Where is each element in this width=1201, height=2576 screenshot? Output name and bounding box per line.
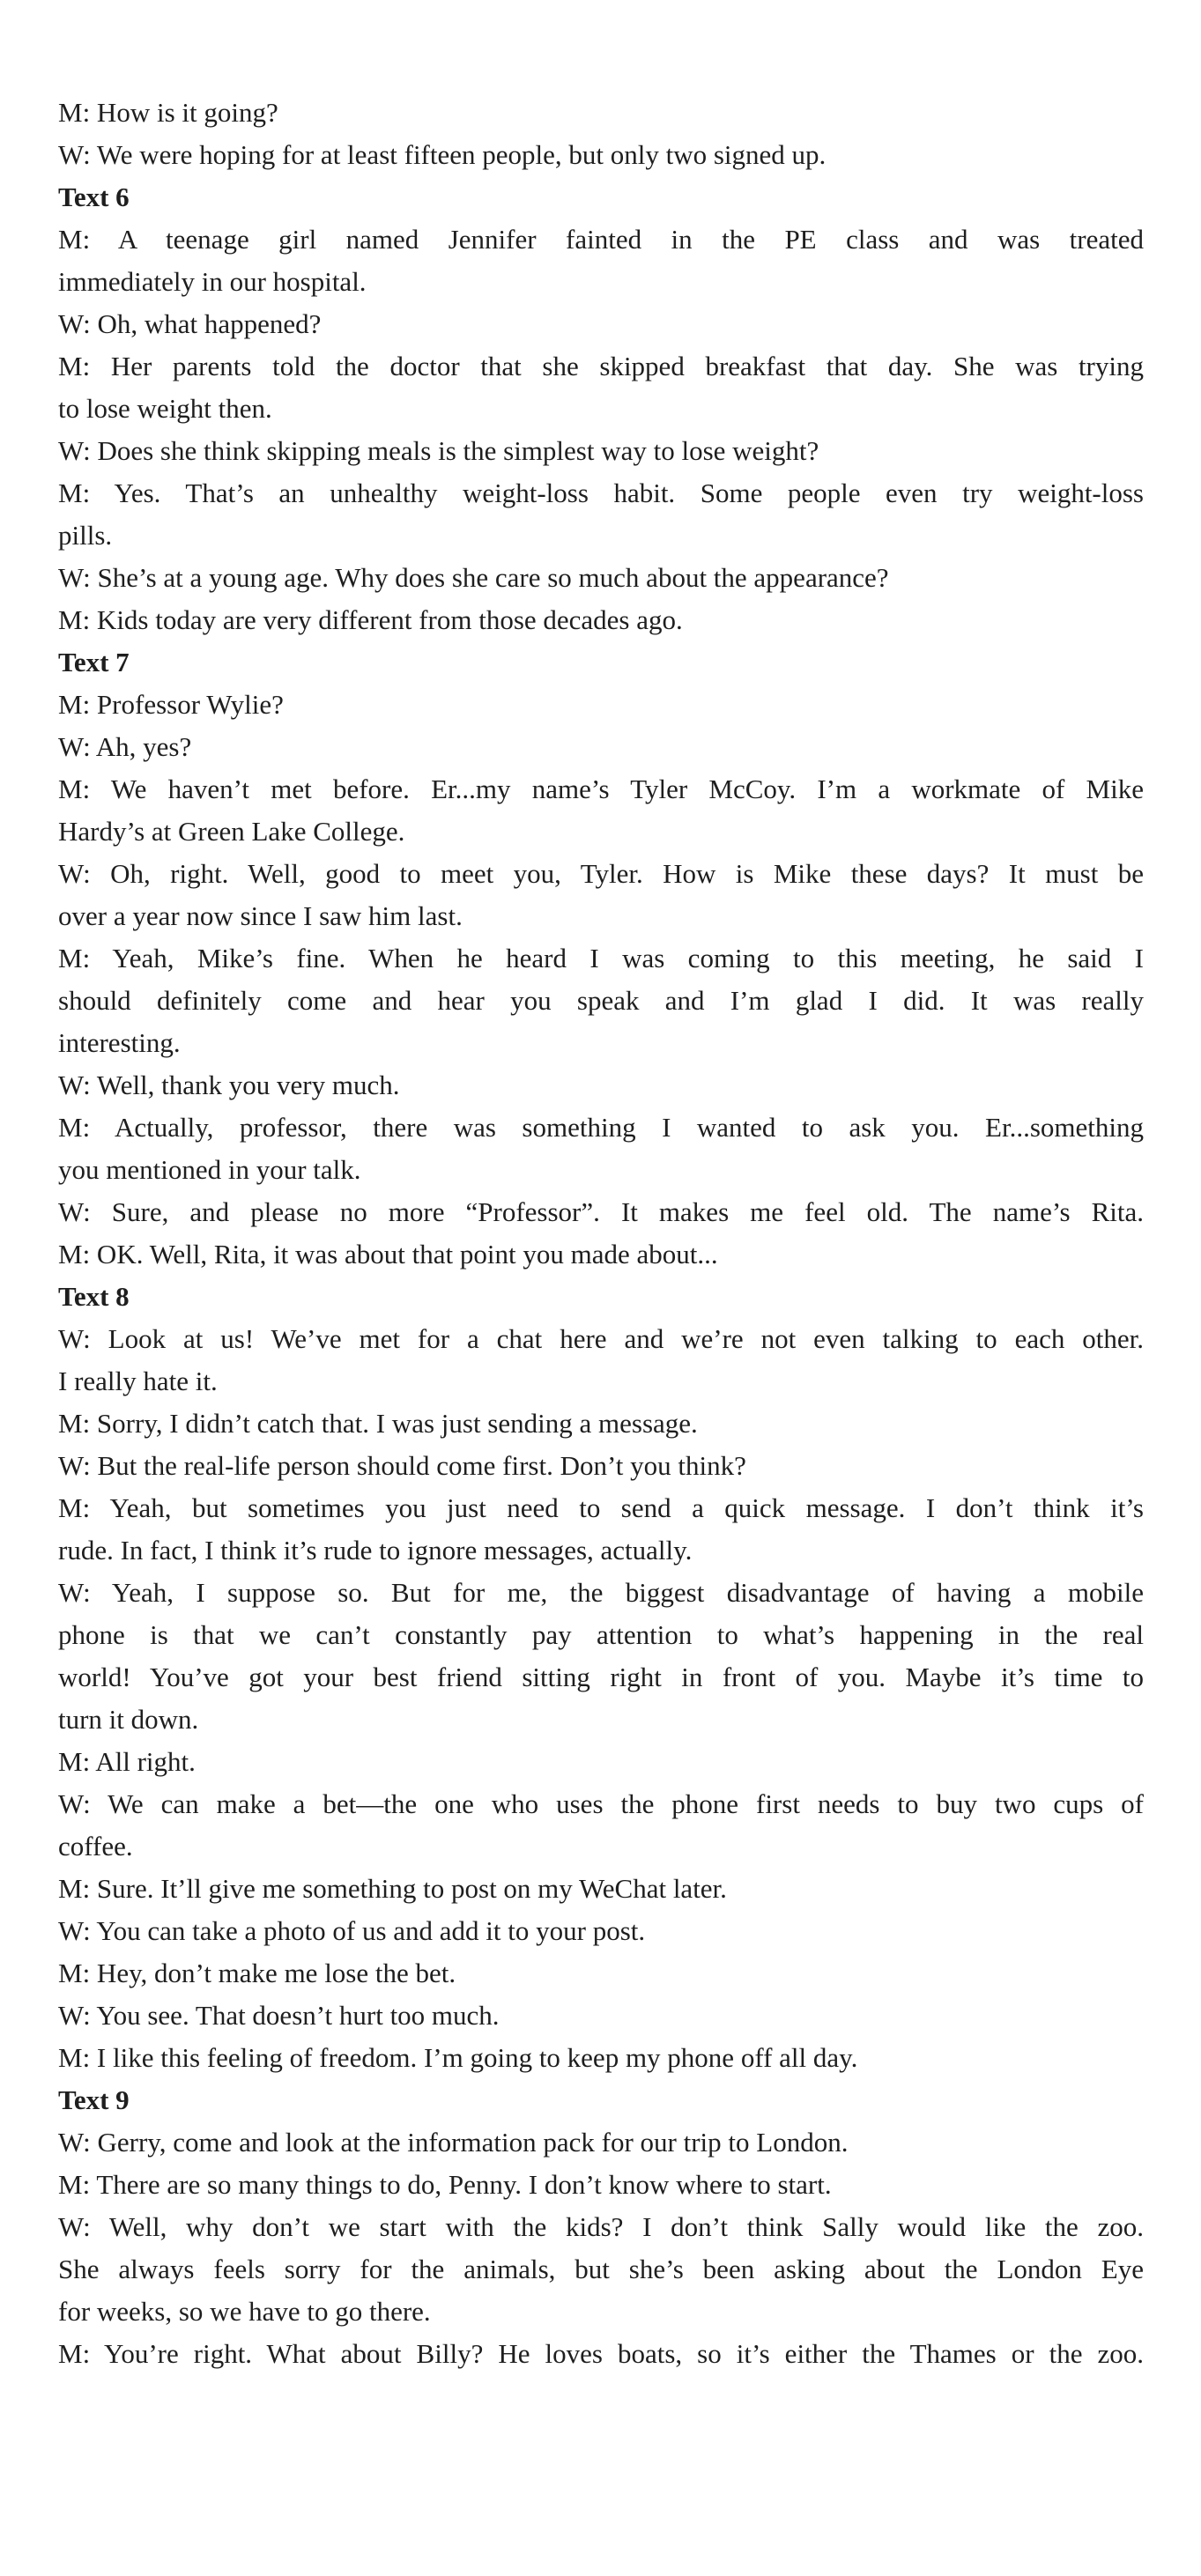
transcript-line: M: Hey, don’t make me lose the bet.	[58, 1958, 456, 1988]
transcript-line: W: Ah, yes?	[58, 731, 192, 762]
transcript-line: M: Sure. It’ll give me something to post on my WeChat later.	[58, 1873, 727, 1904]
transcript-line: M: You’re right. What about Billy? He loves boats, so it’s either the Thames or the zoo.	[58, 2338, 1144, 2369]
transcript-line: W: You see. That doesn’t hurt too much.	[58, 2000, 500, 2031]
transcript-line: M: How is it going?	[58, 97, 278, 128]
transcript-line: She always feels sorry for the animals, but she’s been asking about the London Eye	[58, 2254, 1144, 2284]
transcript-line: W: Oh, what happened?	[58, 308, 322, 339]
transcript-line: M: Her parents told the doctor that she skipped breakfast that day. She was trying	[58, 351, 1144, 381]
transcript-line: W: Oh, right. Well, good to meet you, Tyler. How is Mike these days? It must be	[58, 858, 1144, 889]
transcript-line: M: We haven’t met before. Er...my name’s Tyler McCoy. I’m a workmate of Mike	[58, 774, 1144, 804]
transcript-line: W: Yeah, I suppose so. But for me, the biggest disadvantage of having a mobile	[58, 1577, 1144, 1608]
transcript-line: immediately in our hospital.	[58, 266, 367, 297]
transcript-line: pills.	[58, 520, 113, 551]
section-heading: Text 9	[58, 2084, 130, 2115]
transcript-line: phone is that we can’t constantly pay attention to what’s happening in the real	[58, 1619, 1144, 1650]
transcript-line: M: Sorry, I didn’t catch that. I was just sending a message.	[58, 1408, 698, 1439]
transcript-line: M: Kids today are very different from those decades ago.	[58, 604, 683, 635]
transcript-line: M: I like this feeling of freedom. I’m going to keep my phone off all day.	[58, 2042, 858, 2073]
transcript-line: M: A teenage girl named Jennifer fainted in the PE class and was treated	[58, 224, 1144, 255]
transcript-line: W: Well, thank you very much.	[58, 1070, 400, 1100]
transcript-line: M: Yes. That’s an unhealthy weight-loss habit. Some people even try weight-loss	[58, 477, 1144, 508]
transcript-line: M: There are so many things to do, Penny. I don’t know where to start.	[58, 2169, 832, 2200]
transcript-line: W: Gerry, come and look at the information pack for our trip to London.	[58, 2127, 849, 2158]
transcript-line: M: Yeah, but sometimes you just need to send a quick message. I don’t think it’s	[58, 1492, 1144, 1523]
transcript-line: to lose weight then.	[58, 393, 272, 424]
transcript-line: W: Does she think skipping meals is the simplest way to lose weight?	[58, 435, 819, 466]
transcript-line: M: All right.	[58, 1746, 196, 1777]
transcript-line: I really hate it.	[58, 1366, 218, 1396]
transcript-line: M: Actually, professor, there was something I wanted to ask you. Er...something	[58, 1112, 1144, 1143]
transcript-line: M: Professor Wylie?	[58, 689, 284, 720]
transcript-line: Hardy’s at Green Lake College.	[58, 816, 405, 847]
section-heading: Text 6	[58, 181, 130, 212]
transcript-line: world! You’ve got your best friend sitting right in front of you. Maybe it’s time to	[58, 1662, 1144, 1692]
transcript-line: over a year now since I saw him last.	[58, 900, 463, 931]
transcript-line: M: OK. Well, Rita, it was about that point you made about...	[58, 1239, 718, 1269]
transcript-line: rude. In fact, I think it’s rude to ignore messages, actually.	[58, 1535, 693, 1566]
transcript-line: W: Look at us! We’ve met for a chat here and we’re not even talking to each other.	[58, 1323, 1144, 1354]
transcript-line: W: Well, why don’t we start with the kids? I don’t think Sally would like the zoo.	[58, 2211, 1144, 2242]
transcript-line: coffee.	[58, 1831, 133, 1862]
transcript-line: W: She’s at a young age. Why does she care so much about the appearance?	[58, 562, 889, 593]
transcript-line: M: Yeah, Mike’s fine. When he heard I was coming to this meeting, he said I	[58, 943, 1144, 973]
transcript-line: turn it down.	[58, 1704, 199, 1735]
transcript-line: for weeks, so we have to go there.	[58, 2296, 431, 2327]
section-heading: Text 7	[58, 647, 130, 677]
transcript-line: W: But the real-life person should come first. Don’t you think?	[58, 1450, 746, 1481]
section-heading: Text 8	[58, 1281, 130, 1312]
transcript-line: should definitely come and hear you speak and I’m glad I did. It was really	[58, 985, 1144, 1016]
transcript-line: W: We were hoping for at least fifteen people, but only two signed up.	[58, 139, 827, 170]
transcript-line: W: Sure, and please no more “Professor”. It makes me feel old. The name’s Rita.	[58, 1196, 1144, 1227]
transcript-body	[58, 92, 1144, 2375]
transcript-line: W: You can take a photo of us and add it to your post.	[58, 1915, 646, 1946]
transcript-line: W: We can make a bet—the one who uses the phone first needs to buy two cups of	[58, 1788, 1144, 1819]
transcript-line: interesting.	[58, 1027, 181, 1058]
transcript-line: you mentioned in your talk.	[58, 1154, 361, 1185]
